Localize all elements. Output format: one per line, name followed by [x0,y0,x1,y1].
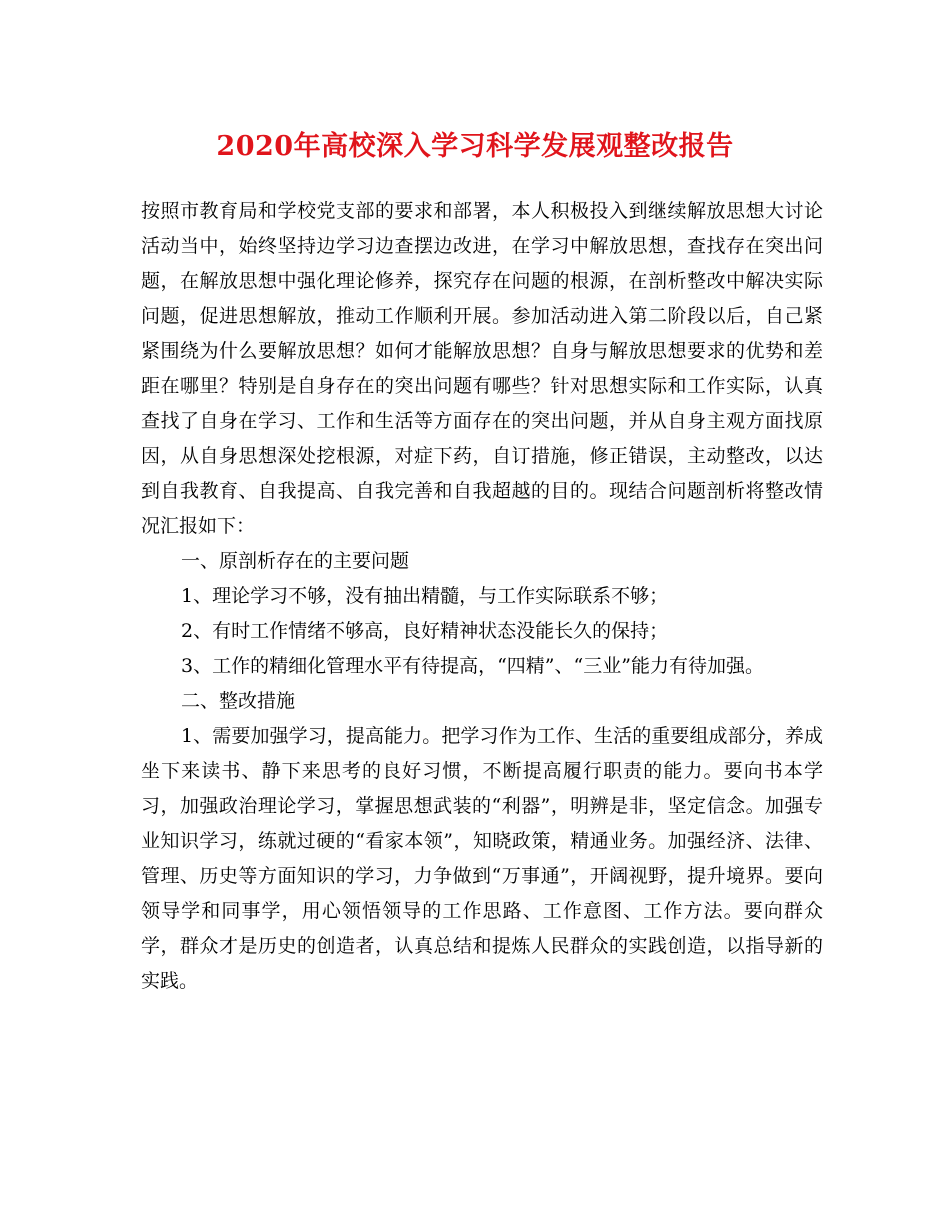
document-body [141,194,823,999]
measure-item-1: 1、需要加强学习，提高能力。把学习作为工作、生活的重要组成部分，养成坐下来读书、静下来思考的良好习惯，不断提高履行职责的能力。要向书本学习，加强政治理论学习，掌握思想武装的“利器”，明辨是非，坚定信念。加强专业知识学习，练就过硬的“看家本领”，知晓政策，精通业务。加强经济、法律、管理、历史等方面知识的学习，力争做到“万事通”，开阔视野，提升境界。要向领导学和同事学，用心领悟领导的工作思路、工作意图、工作方法。要向群众学，群众才是历史的创造者，认真总结和提炼人民群众的实践创造，以指导新的实践。 [141,725,823,992]
intro-paragraph: 按照市教育局和学校党支部的要求和部署，本人积极投入到继续解放思想大讨论活动当中，始终坚持边学习边查摆边改进，在学习中解放思想，查找存在突出问题，在解放思想中强化理论修养，探究存在问题的根源，在剖析整改中解决实际问题，促进思想解放，推动工作顺利开展。参加活动进入第二阶段以后，自己紧紧围绕为什么要解放思想？如何才能解放思想？自身与解放思想要求的优势和差距在哪里？特别是自身存在的突出问题有哪些？针对思想实际和工作实际，认真查找了自身在学习、工作和生活等方面存在的突出问题，并从自身主观方面找原因，从自身思想深处挖根源，对症下药，自订措施，修正错误，主动整改，以达到自我教育、自我提高、自我完善和自我超越的目的。现结合问题剖析将整改情况汇报如下： [141,200,823,537]
problem-item-2: 2、有时工作情绪不够高，良好精神状态没能长久的保持； [181,620,669,642]
problem-item-3: 3、工作的精细化管理水平有待提高，“四精”、“三业”能力有待加强。 [181,655,764,677]
section-heading-problems: 一、原剖析存在的主要问题 [181,550,410,572]
document-title: 2020年高校深入学习科学发展观整改报告 [216,131,734,162]
section-heading-measures: 二、整改措施 [181,690,296,712]
problem-item-1: 1、理论学习不够，没有抽出精髓，与工作实际联系不够； [181,585,669,607]
